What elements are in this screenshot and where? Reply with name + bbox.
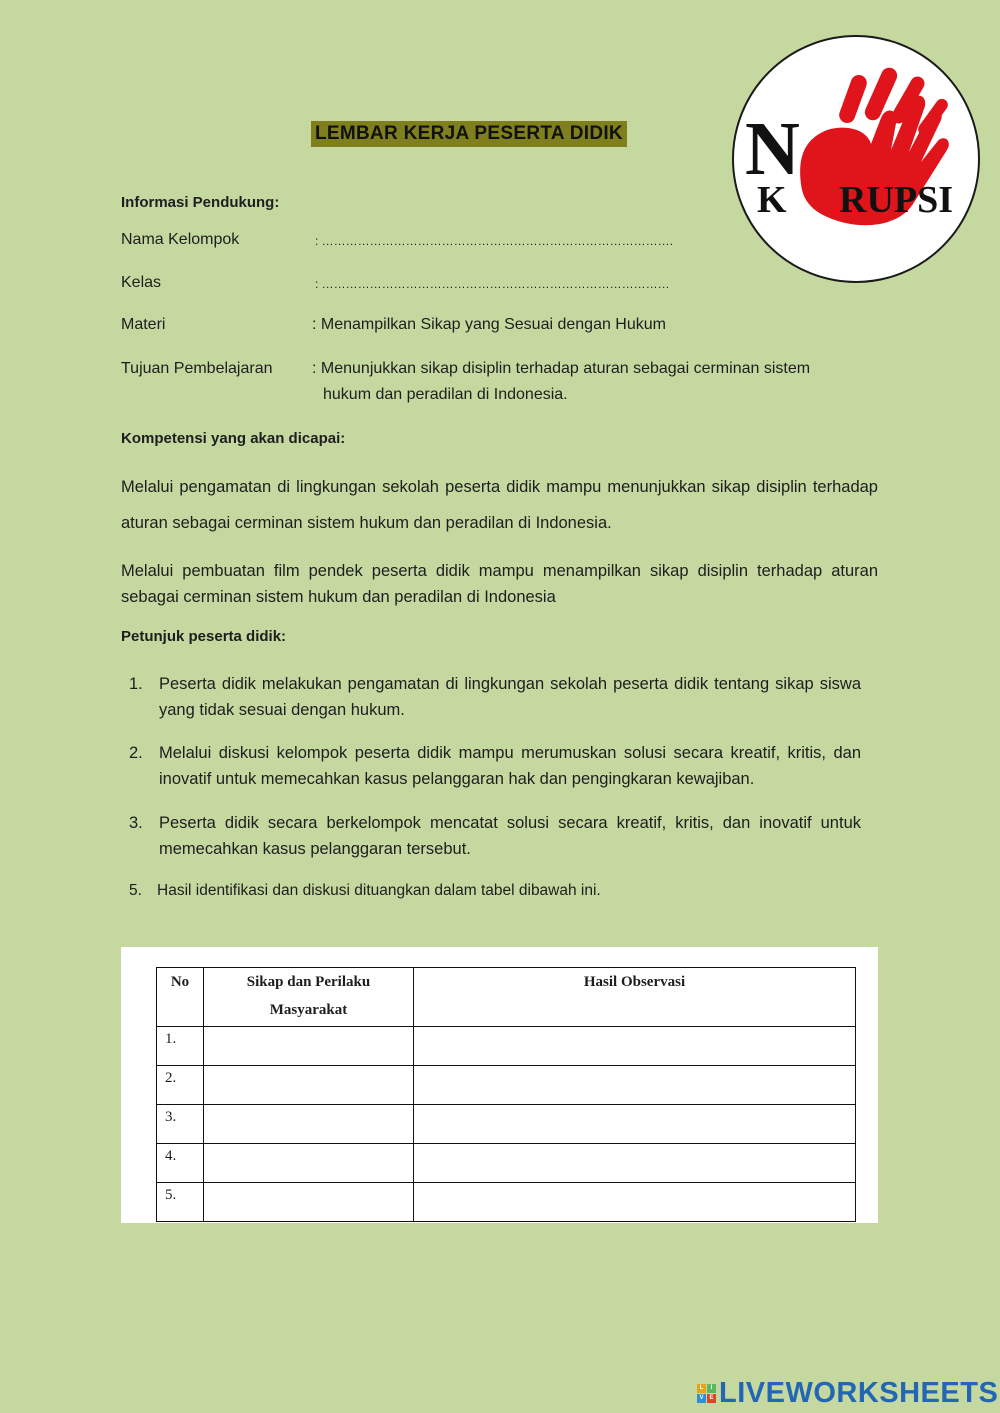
label-kelas: Kelas	[121, 274, 162, 291]
row-number: 5.	[157, 1183, 204, 1222]
page-title: LEMBAR KERJA PESERTA DIDIK	[311, 121, 627, 147]
table-row	[157, 1066, 856, 1105]
row-number: 4.	[157, 1144, 204, 1183]
instruction-number: 3.	[129, 814, 143, 832]
sikap-cell[interactable]	[204, 1066, 414, 1105]
hasil-cell[interactable]	[414, 1183, 856, 1222]
instruction-item	[129, 671, 861, 723]
sikap-cell[interactable]	[204, 1027, 414, 1066]
no-korupsi-logo	[731, 34, 981, 284]
nama-kelompok-field[interactable]: : …………………………………………………………………………….	[315, 234, 674, 248]
sikap-cell[interactable]	[204, 1183, 414, 1222]
kompetensi-paragraph-2: Melalui pembuatan film pendek peserta didik mampu menampilkan sikap disiplin terhadap aturan sebagai cerminan sistem hukum dan peradilan di Indonesia	[121, 562, 878, 606]
table-row	[157, 1105, 856, 1144]
kelas-field[interactable]: : ……………………………………………………………………………	[315, 277, 670, 291]
instruction-number: 5.	[129, 882, 142, 899]
row-number: 3.	[157, 1105, 204, 1144]
instruction-number: 2.	[129, 744, 143, 762]
observation-table-card	[121, 947, 878, 1223]
hasil-cell[interactable]	[414, 1144, 856, 1183]
instruction-item	[129, 878, 861, 904]
instruction-text: Hasil identifikasi dan diskusi dituangkan dalam tabel dibawah ini.	[157, 882, 601, 899]
header-sikap-line1: Sikap dan Perilaku	[246, 974, 371, 990]
info-heading: Informasi Pendukung:	[121, 194, 280, 211]
instruction-text: Melalui diskusi kelompok peserta didik mampu merumuskan solusi secara kreatif, kritis, dan inovatif untuk memecahkan kasus pelanggaran hak dan pengingkaran kewajiban.	[159, 744, 861, 788]
header-sikap	[204, 968, 414, 1027]
kompetensi-heading: Kompetensi yang akan dicapai:	[121, 430, 346, 447]
label-tujuan: Tujuan Pembelajaran	[121, 360, 273, 377]
table-row	[157, 1027, 856, 1066]
tujuan-value: : Menunjukkan sikap disiplin terhadap aturan sebagai cerminan sistem	[312, 360, 811, 377]
table-row	[157, 1144, 856, 1183]
brand-block: L	[697, 1384, 706, 1393]
brand-block: V	[697, 1394, 706, 1403]
instruction-text: Peserta didik secara berkelompok mencatat solusi secara kreatif, kritis, dan inovatif untuk memecahkan kasus pelanggaran tersebut.	[159, 814, 861, 858]
petunjuk-heading: Petunjuk peserta didik:	[121, 628, 287, 645]
brand-block: E	[707, 1394, 716, 1403]
row-number: 1.	[157, 1027, 204, 1066]
no-korupsi-hand-logo-icon	[731, 34, 981, 284]
logo-text-rupsi: RUPSI	[839, 179, 954, 221]
label-materi: Materi	[121, 316, 166, 333]
header-hasil: Hasil Observasi	[414, 968, 856, 1027]
label-nama-kelompok: Nama Kelompok	[121, 231, 240, 248]
hasil-cell[interactable]	[414, 1027, 856, 1066]
brand-blocks-icon	[697, 1384, 716, 1403]
materi-value: : Menampilkan Sikap yang Sesuai dengan Hukum	[312, 316, 666, 333]
sikap-cell[interactable]	[204, 1105, 414, 1144]
logo-letter-n: N	[745, 107, 800, 191]
instruction-item	[129, 810, 861, 862]
instruction-text: Peserta didik melakukan pengamatan di lingkungan sekolah peserta didik tentang sikap siswa yang tidak sesuai dengan hukum.	[159, 675, 861, 719]
row-number: 2.	[157, 1066, 204, 1105]
hasil-cell[interactable]	[414, 1105, 856, 1144]
hasil-cell[interactable]	[414, 1066, 856, 1105]
brand-block: I	[707, 1384, 716, 1393]
kompetensi-paragraph-1: Melalui pengamatan di lingkungan sekolah peserta didik mampu menunjukkan sikap disiplin terhadap aturan sebagai cerminan sistem hukum dan peradilan di Indonesia.	[121, 478, 878, 532]
logo-letter-k: K	[757, 179, 787, 221]
sikap-cell[interactable]	[204, 1144, 414, 1183]
observation-table	[156, 967, 856, 1222]
instruction-number: 1.	[129, 675, 143, 693]
header-sikap-line2: Masyarakat	[269, 1002, 348, 1018]
instruction-item	[129, 740, 861, 792]
brand-name: LIVEWORKSHEETS	[719, 1376, 999, 1409]
table-row	[157, 1183, 856, 1222]
tujuan-value-cont: hukum dan peradilan di Indonesia.	[323, 386, 568, 403]
liveworksheets-brand[interactable]	[697, 1376, 998, 1410]
header-no: No	[157, 968, 204, 1027]
